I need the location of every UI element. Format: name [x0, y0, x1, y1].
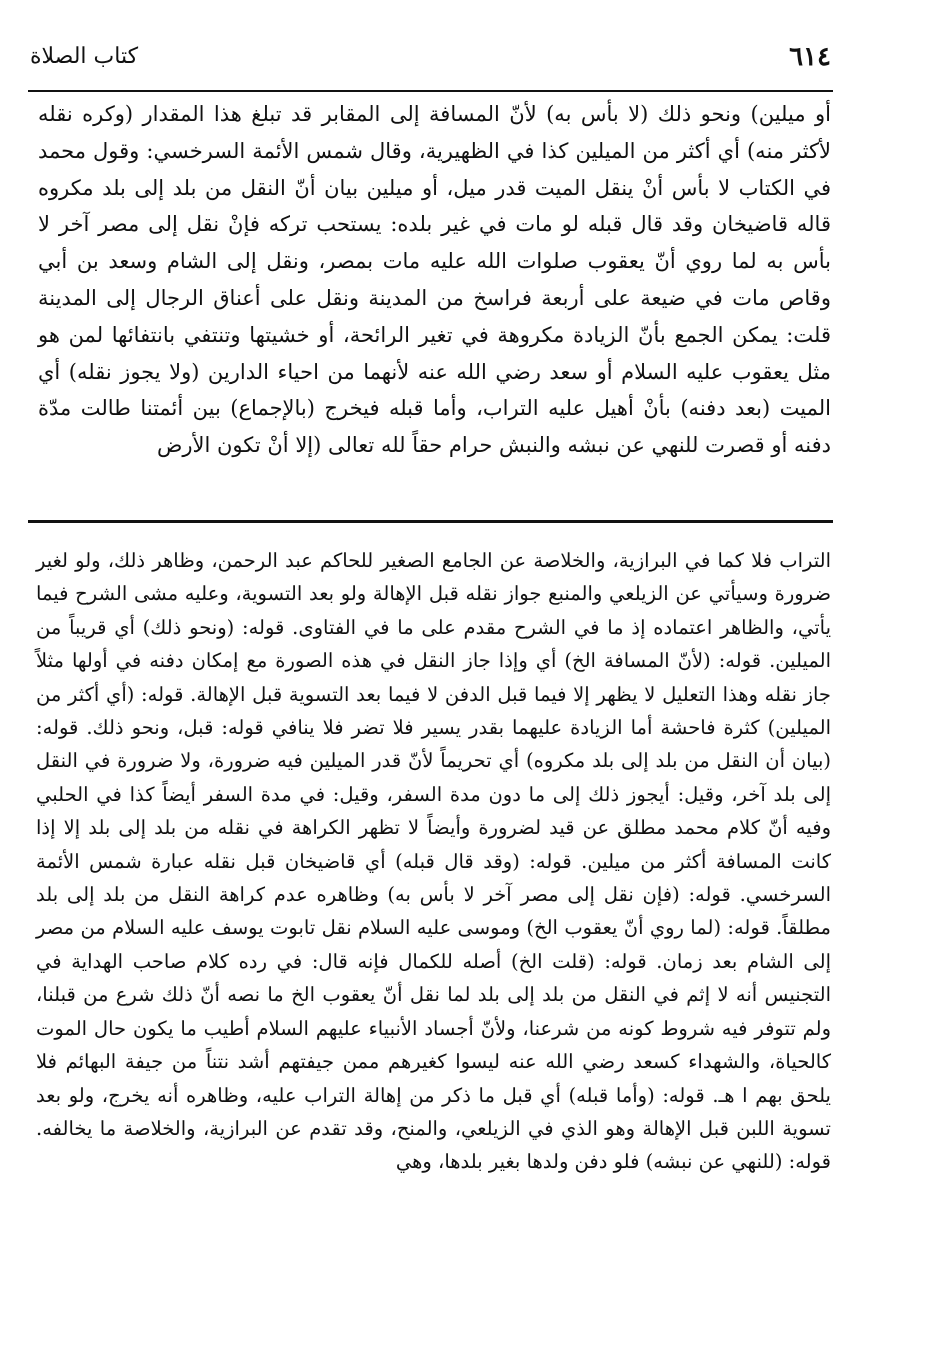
commentary-divider — [28, 520, 833, 523]
commentary-paragraph: التراب فلا كما في البرازية، والخلاصة عن الجامع الصغير للحاكم عبد الرحمن، وظاهر ذلك، ولو لغير ضرورة وسيأتي عن الزيلعي والمنبع جواز نقله قبل الإهالة ولو بعد التسوية، وعليه مشى الشرح فيما يأتي، والظاهر اعتماده إذ ما في الشرح مقدم على ما في الفتاوى. قوله: (ونحو ذلك) أي قريباً من الميلين. قوله: (لأنّ المسافة الخ) أي وإذا جاز النقل في هذه الصورة مع إمكان دفنه في أولها مثلاً جاز نقله وهذا التعليل لا يظهر إلا فيما قبل الدفن لا فيما بعد التسوية قبل الإهالة. قوله: (أي أكثر من الميلين) كثرة فاحشة أما الزيادة عليهما بقدر يسير فلا تضر فلا ينافي قوله: قبل، ونحو ذلك. قوله: (بيان أن النقل من بلد إلى بلد مكروه) أي تحريماً لأنّ قدر الميلين فيه ضرورة، ولا ضرورة في النقل إلى بلد آخر، وقيل: أيجوز ذلك إلى ما دون مدة السفر، وقيل: في مدة السفر أيضاً كذا في الحلبي وفيه أنّ كلام محمد مطلق عن قيد لضرورة وأيضاً لا تظهر الكراهة في نقله من بلد إلى بلد إلا إذا كانت المسافة أكثر من ميلين. قوله: (وقد قال قبله) أي قاضيخان قبل نقله عبارة شمس الأئمة السرخسي. قوله: (فإن نقل إلى مصر آخر لا بأس به) وظاهره عدم كراهة النقل من بلد إلى بلد مطلقاً. قوله: (لما روي أنّ يعقوب الخ) وموسى عليه السلام نقل تابوت يوسف عليه السلام من مصر إلى الشام بعد زمان. قوله: (قلت الخ) أصله للكمال فإنه قال: في رده كلام صاحب الهداية في التجنيس أنه لا إثم في النقل من بلد إلى بلد لما نقل أنّ يعقوب الخ ما نصه أنّ ذلك شرع من قبلنا، ولم تتوفر فيه شروط كونه من شرعنا، ولأنّ أجساد الأنبياء عليهم السلام أطيب ما يكون حال الموت كالحياة، والشهداء كسعد رضي الله عنه ليسوا كغيرهم ممن جيفتهم أشد نتناً من جيفة البهائم فلا يلحق بهم ا هـ. قوله: (وأما قبله) أي قبل ما ذكر من إهالة التراب عليه، وظاهره أنه يخرج، ولو بعد تسوية اللبن قبل الإهالة وهو الذي في الزيلعي، والمنح، وقد تقدم عن البرازية، والخلاصة ما يخالفه. قوله: (للنهي عن نبشه) فلو دفن ولدها بغير بلدها، وهي — [36, 549, 832, 1174]
page-header — [30, 40, 831, 80]
commentary-block — [36, 544, 831, 1179]
main-text-paragraph: أو ميلين) ونحو ذلك (لا بأس به) لأنّ المسافة إلى المقابر قد تبلغ هذا المقدار (وكره نقله لأكثر منه) أي أكثر من الميلين كذا في الظهيرية، وقال شمس الأئمة السرخسي: وقول محمد في الكتاب لا بأس أنْ ينقل الميت قدر ميل، أو ميلين بيان أنّ النقل من بلد إلى بلد مكروه قاله قاضيخان وقد قال قبله لو مات في غير بلده: يستحب تركه فإنْ نقل إلى مصر آخر لا بأس به لما روي أنّ يعقوب صلوات الله عليه مات بمصر، ونقل إلى الشام وسعد بن أبي وقاص مات في ضيعة على أربعة فراسخ من المدينة ونقل على أعناق الرجال إلى المدينة قلت: يمكن الجمع بأنّ الزيادة مكروهة في تغير الرائحة، أو خشيتها وتنتفي بانتفائها لمن هو مثل يعقوب عليه السلام أو سعد رضي الله عنه لأنهما من احياء الدارين (ولا يجوز نقله) أي الميت (بعد دفنه) بأنْ أهيل عليه التراب، وأما قبله فيخرج (بالإجماع) بين أئمتنا طالت مدّة دفنه أو قصرت للنهي عن نبشه والنبش حرام حقاً لله تعالى (إلا أنْ تكون الأرض — [38, 102, 831, 458]
page-number: ٦١٤ — [789, 42, 831, 72]
header-divider — [28, 90, 833, 92]
running-title: كتاب الصلاة — [30, 44, 139, 69]
main-text-block — [38, 96, 831, 464]
